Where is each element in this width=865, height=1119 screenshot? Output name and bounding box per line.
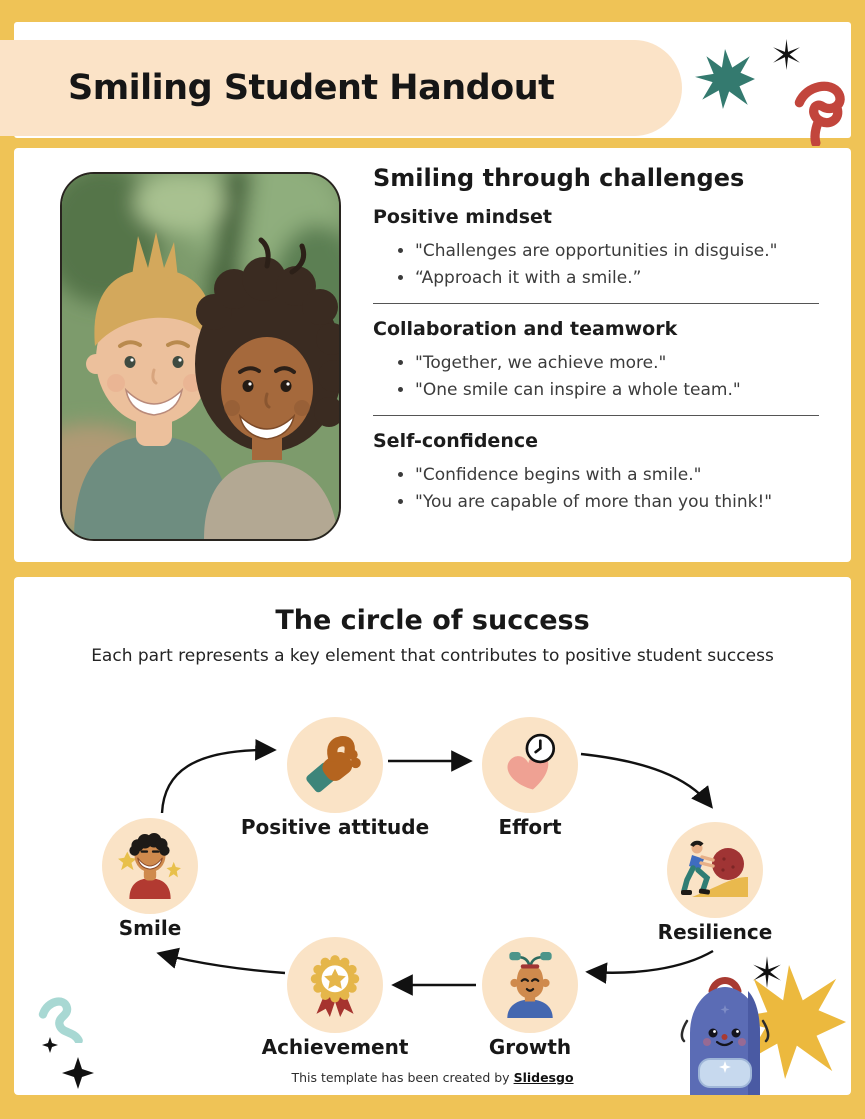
smiling-face-icon <box>117 833 183 899</box>
clock-bicep-icon <box>497 732 563 798</box>
slidesgo-link[interactable]: Slidesgo <box>513 1070 574 1085</box>
quote-item: • “Approach it with a smile.” <box>415 267 823 289</box>
section-heading-collaboration: Collaboration and teamwork <box>373 317 678 340</box>
students-photo <box>60 172 341 541</box>
challenges-card <box>14 148 851 562</box>
thumbs-up-icon <box>302 732 368 798</box>
challenges-title: Smiling through challenges <box>373 164 745 192</box>
section-heading-positive-mindset: Positive mindset <box>373 206 552 228</box>
node-resilience <box>667 822 763 918</box>
quote-item: • "Challenges are opportunities in disguise." <box>415 240 823 262</box>
diamond-sparkle-small-icon <box>42 1037 58 1053</box>
circle-of-success-card <box>14 577 851 1095</box>
teal-squiggle-icon <box>38 993 86 1043</box>
node-positive-attitude <box>287 717 383 813</box>
red-squiggle-icon <box>790 80 852 146</box>
black-sparkle-icon <box>770 38 803 71</box>
quote-item: • "One smile can inspire a whole team." <box>415 379 823 401</box>
circle-title: The circle of success <box>275 605 590 636</box>
footer-text: This template has been created by <box>291 1070 510 1085</box>
pushing-boulder-icon <box>680 835 750 905</box>
divider <box>373 415 819 416</box>
node-achievement <box>287 937 383 1033</box>
node-effort <box>482 717 578 813</box>
title-banner <box>0 40 682 136</box>
growth-mind-icon <box>497 952 563 1018</box>
circle-subtitle: Each part represents a key element that contributes to positive student success <box>91 646 774 666</box>
node-label-effort: Effort <box>498 815 562 839</box>
footer-credit <box>14 1070 851 1085</box>
node-growth <box>482 937 578 1033</box>
quote-list <box>373 464 823 514</box>
challenges-text-column <box>373 156 823 524</box>
quote-list <box>373 240 823 290</box>
divider <box>373 303 819 304</box>
node-smile <box>102 818 198 914</box>
node-label-resilience: Resilience <box>657 920 773 944</box>
quote-list <box>373 352 823 402</box>
quote-item: • "You are capable of more than you think!" <box>415 491 823 513</box>
two-smiling-kids-illustration <box>62 174 339 539</box>
teal-starburst-icon <box>694 48 756 110</box>
quote-item: • "Together, we achieve more." <box>415 352 823 374</box>
medal-icon <box>302 952 368 1018</box>
node-label-positive-attitude: Positive attitude <box>240 815 430 839</box>
node-label-growth: Growth <box>488 1035 572 1059</box>
quote-item: • "Confidence begins with a smile." <box>415 464 823 486</box>
section-heading-self-confidence: Self-confidence <box>373 429 538 452</box>
node-label-smile: Smile <box>118 916 182 940</box>
node-label-achievement: Achievement <box>261 1035 409 1059</box>
page-title: Smiling Student Handout <box>68 68 555 108</box>
